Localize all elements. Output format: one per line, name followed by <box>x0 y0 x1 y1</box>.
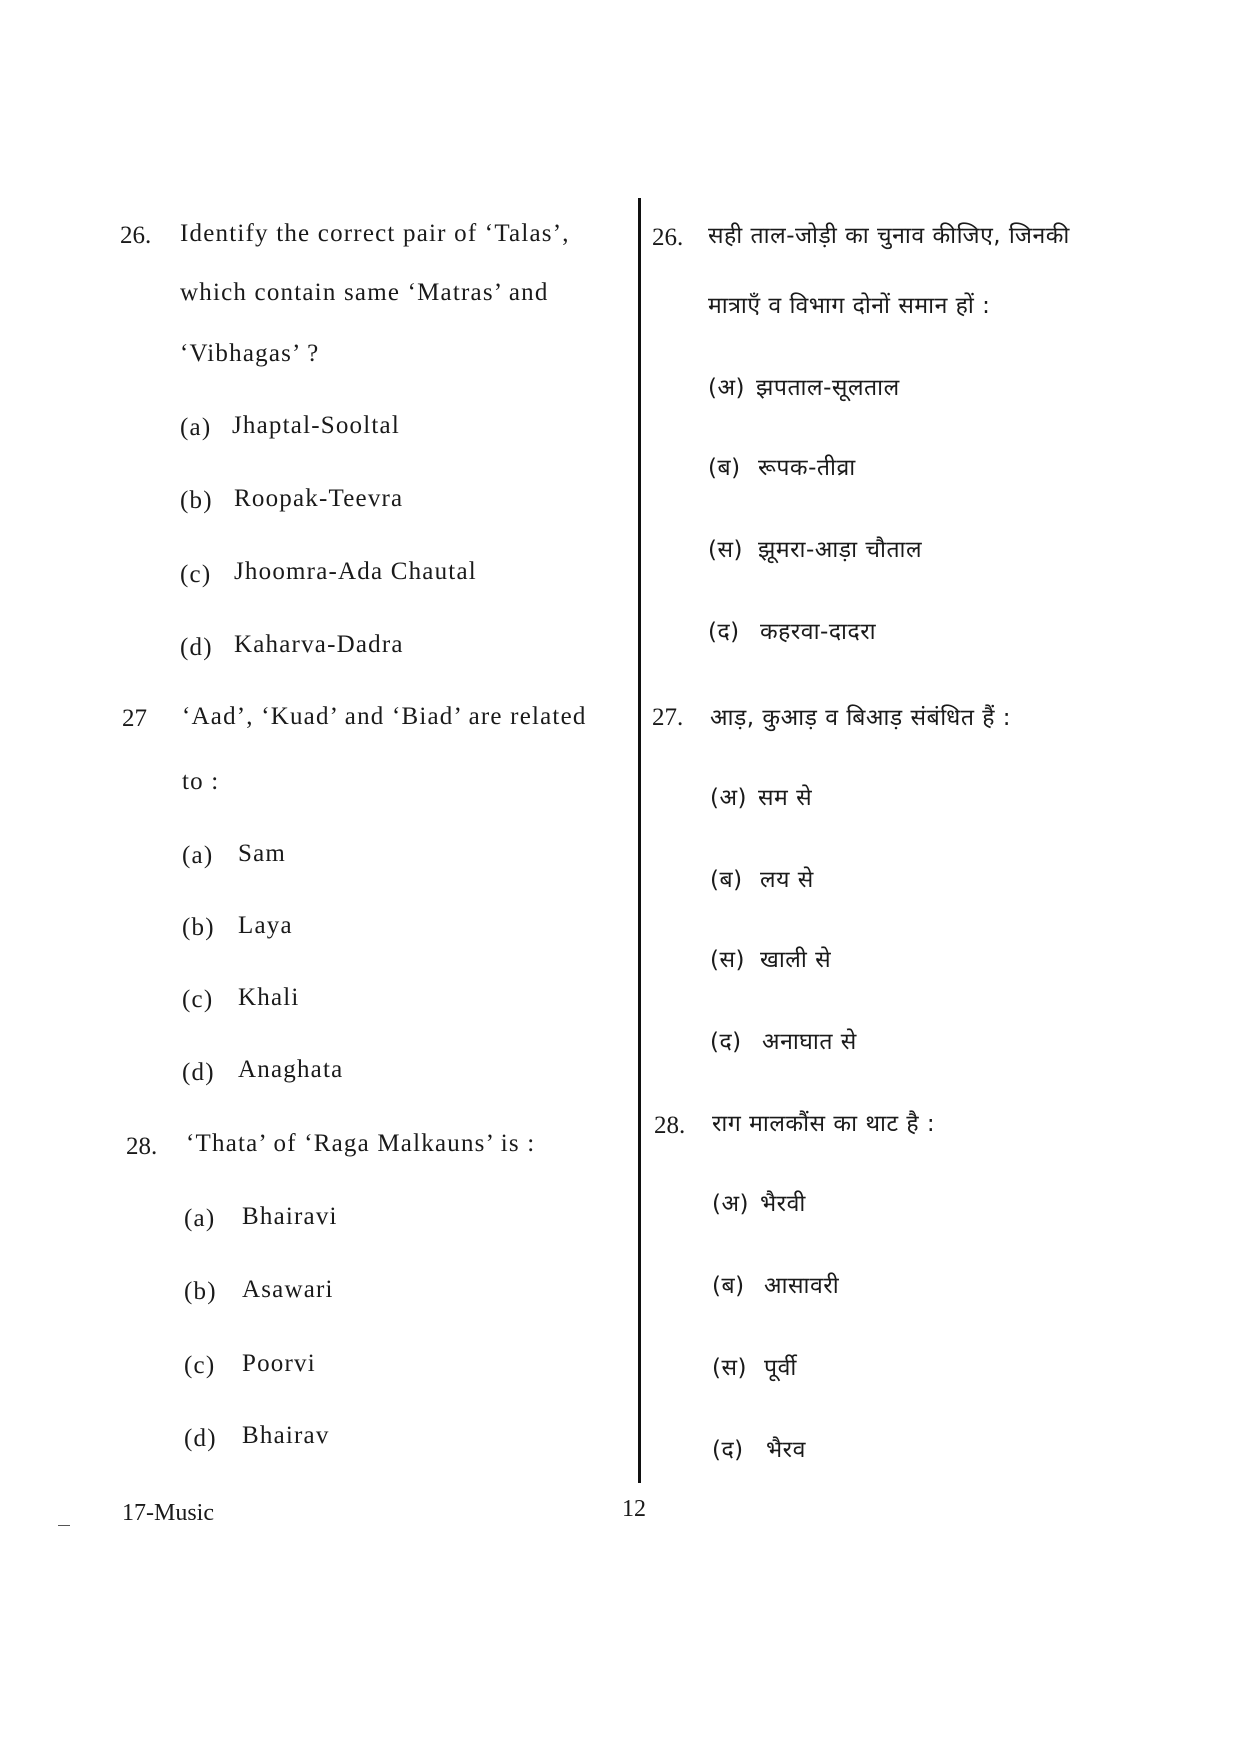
option-label: (अ) <box>712 1191 750 1217</box>
option-label: (अ) <box>708 375 746 401</box>
option-label: (ब) <box>710 867 743 893</box>
question-text: राग मालकौंस का थाट है : <box>712 1111 936 1137</box>
question-text: सही ताल-जोड़ी का चुनाव कीजिए, जिनकी <box>708 223 1070 249</box>
option-label: (द) <box>712 1437 744 1463</box>
option-text: Poorvi <box>242 1350 316 1377</box>
option-label: (a) <box>180 414 212 441</box>
option-label: (c) <box>180 561 212 588</box>
option-label: (स) <box>708 537 743 563</box>
option-text: Bhairavi <box>242 1203 338 1230</box>
question-number: 26. <box>652 224 684 251</box>
option-text: Khali <box>238 984 300 1011</box>
question-text: to : <box>182 768 220 795</box>
option-text: अनाघात से <box>762 1029 857 1055</box>
question-number: 27 <box>122 705 147 732</box>
option-text: आसावरी <box>764 1273 840 1299</box>
option-label: (c) <box>182 986 214 1013</box>
option-label: (स) <box>710 947 745 973</box>
option-text: खाली से <box>760 947 832 973</box>
option-label: (a) <box>182 842 214 869</box>
option-label: (द) <box>708 619 740 645</box>
column-divider <box>638 198 641 1483</box>
option-text: Jhoomra-Ada Chautal <box>234 558 477 585</box>
option-label: (ब) <box>708 455 741 481</box>
question-text: मात्राएँ व विभाग दोनों समान हों : <box>708 293 991 319</box>
option-text: कहरवा-दादरा <box>760 619 877 645</box>
option-label: (ब) <box>712 1273 745 1299</box>
option-text: Jhaptal-Sooltal <box>232 412 400 439</box>
option-text: Asawari <box>242 1276 334 1303</box>
option-label: (b) <box>180 487 213 514</box>
question-text: ‘Aad’, ‘Kuad’ and ‘Biad’ are related <box>182 703 587 730</box>
option-text: Laya <box>238 912 293 939</box>
option-text: रूपक-तीव्रा <box>758 455 856 481</box>
option-text: झपताल-सूलताल <box>756 375 900 401</box>
option-label: (a) <box>184 1205 216 1232</box>
option-label: (d) <box>182 1059 215 1086</box>
option-text: लय से <box>760 867 814 893</box>
option-text: Bhairav <box>242 1422 330 1449</box>
option-label: (स) <box>712 1355 747 1381</box>
question-text: which contain same ‘Matras’ and <box>180 279 549 306</box>
option-label: (द) <box>710 1029 742 1055</box>
option-label: (b) <box>184 1278 217 1305</box>
question-number: 27. <box>652 704 684 731</box>
option-label: (c) <box>184 1352 216 1379</box>
page-number: 12 <box>622 1496 646 1522</box>
option-text: झूमरा-आड़ा चौताल <box>758 537 923 563</box>
question-text: Identify the correct pair of ‘Talas’, <box>180 220 570 247</box>
question-text: ‘Thata’ of ‘Raga Malkauns’ is : <box>186 1130 536 1157</box>
option-text: Kaharva-Dadra <box>234 631 404 658</box>
question-number: 28. <box>126 1133 158 1160</box>
question-number: 28. <box>654 1112 686 1139</box>
option-text: Sam <box>238 840 287 867</box>
option-label: (d) <box>180 634 213 661</box>
question-text: आड़, कुआड़ व बिआड़ संबंधित हैं : <box>710 705 1012 731</box>
option-label: (b) <box>182 914 215 941</box>
question-number: 26. <box>120 222 152 249</box>
option-text: भैरवी <box>760 1191 806 1217</box>
question-text: ‘Vibhagas’ ? <box>180 340 320 367</box>
option-text: सम से <box>758 785 813 811</box>
option-text: Roopak-Teevra <box>234 485 404 512</box>
option-text: पूर्वी <box>764 1355 797 1381</box>
option-label: (अ) <box>710 785 748 811</box>
paper-code: 17-Music <box>122 1500 214 1526</box>
option-label: (d) <box>184 1425 217 1452</box>
option-text: Anaghata <box>238 1056 344 1083</box>
option-text: भैरव <box>766 1437 806 1463</box>
scan-mark <box>58 1525 70 1526</box>
